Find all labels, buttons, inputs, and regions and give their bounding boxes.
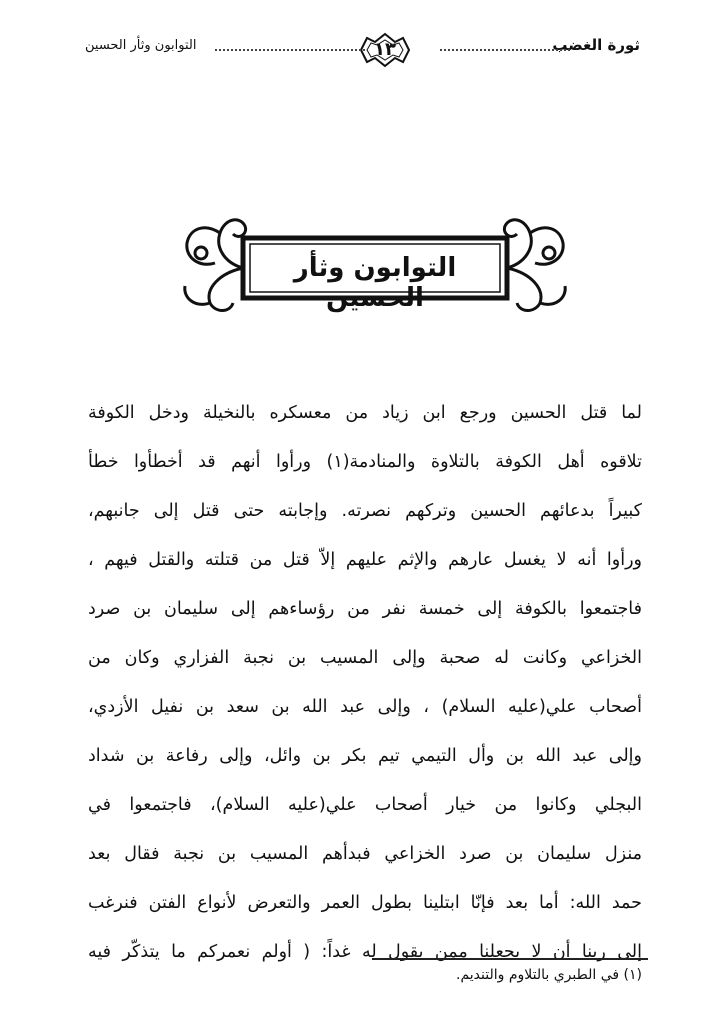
running-chapter-title: التوابون وثأر الحسين: [85, 38, 197, 53]
page-number: ١٣: [374, 39, 396, 60]
chapter-title-frame: [165, 208, 585, 318]
body-text: [88, 398, 642, 986]
text-line: لما قتل الحسين ورجع ابن زياد من معسكره بالنخيلة ودخل الكوفة: [88, 403, 642, 423]
text-line: حمد الله: أما بعد فإنّا ابتلينا بطول العمر والتعرض لأنواع الفتن فنرغب: [88, 893, 642, 913]
chapter-title: التوابون وثأر الحسين: [293, 253, 457, 313]
text-line: وإلى عبد الله بن وأل التيمي تيم بكر بن وائل، وإلى رفاعة بن شداد: [88, 746, 642, 766]
text-line: فاجتمعوا بالكوفة إلى خمسة نفر من رؤساءهم إلى سليمان بن صرد: [88, 599, 642, 619]
text-line: ورأوا أنه لا يغسل عارهم والإثم عليهم إلاّ قتل من قتلته والقتل فيهم ،: [88, 550, 642, 570]
text-line: البجلي وكانوا من خيار أصحاب علي(عليه السلام)، فاجتمعوا في: [88, 795, 642, 815]
text-line: إلى ربنا أن لا يجعلنا ممن يقول له غداً: ( أولم نعمركم ما يتذكّر فيه: [88, 942, 642, 962]
footnote: (١) في الطبري بالتلاوم والتنديم.: [456, 967, 642, 983]
footnote-separator: [372, 958, 648, 960]
text-line: منزل سليمان بن صرد الخزاعي فبدأهم المسيب بن نجبة فقال بعد: [88, 844, 642, 864]
text-line: كبيراً بدعائهم الحسين وتركهم نصرته. وإجابته حتى قتل إلى جانبهم،: [88, 501, 642, 521]
page-header: [85, 30, 640, 66]
text-line: الخزاعي وكانت له صحبة وإلى المسيب بن نجبة الفزاري وكان من: [88, 648, 642, 668]
text-line: تلاقوه أهل الكوفة بالتلاوة والمنادمة(١) ورأوا أنهم قد أخطأوا خطأ: [88, 452, 642, 472]
header-dotted-leader: [440, 49, 570, 51]
header-dotted-leader: [215, 49, 365, 51]
text-line: أصحاب علي(عليه السلام) ، وإلى عبد الله بن سعد بن نفيل الأزدي،: [88, 697, 642, 717]
running-book-title: ثورة الغضب: [552, 36, 640, 54]
